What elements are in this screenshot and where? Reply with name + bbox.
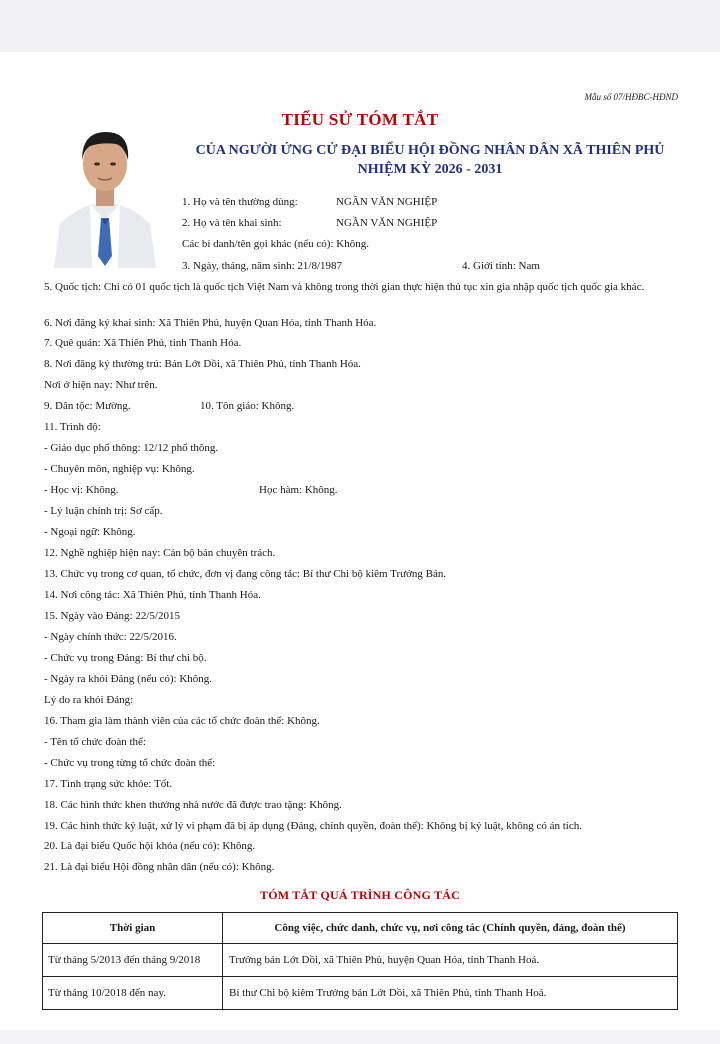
date-of-birth: 3. Ngày, tháng, năm sinh: 21/8/1987 (182, 260, 342, 272)
peoples-council-delegate: 21. Là đại biểu Hội đồng nhân dân (nếu có): Không. (44, 861, 275, 873)
bottom-bar (0, 1030, 720, 1044)
foreign-language: - Ngoại ngữ: Không. (44, 526, 136, 538)
job-cell: Bí thư Chi bộ kiêm Trưởng bản Lớt Dồi, xã Thiên Phủ, tỉnh Thanh Hoá. (223, 977, 678, 1010)
party-leave-date: - Ngày ra khỏi Đảng (nếu có): Không. (44, 673, 213, 685)
time-cell: Từ tháng 10/2018 đến nay. (43, 977, 223, 1010)
residence: 8. Nơi đăng ký thường trú: Bản Lớt Dồi, xã Thiên Phủ, tỉnh Thanh Hóa. (44, 358, 361, 370)
religion: 10. Tôn giáo: Không. (200, 400, 295, 412)
birth-name-value: NGẦN VĂN NGHIỆP (336, 217, 438, 229)
degree: - Học vị: Không. (44, 484, 119, 496)
academic-title: Học hàm: Không. (259, 484, 338, 496)
general-education: - Giáo dục phổ thông: 12/12 phổ thông. (44, 442, 219, 454)
term-subtitle: NHIỆM KỲ 2026 - 2031 (357, 162, 503, 177)
organizations: 16. Tham gia làm thành viên của các tổ chức đoàn thể: Không. (44, 715, 320, 727)
health: 17. Tình trạng sức khỏe: Tốt. (44, 778, 173, 790)
education-heading: 11. Trình độ: (44, 421, 101, 433)
birth-name-label: 2. Họ và tên khai sinh: (182, 217, 282, 229)
hometown: 7. Quê quán: Xã Thiên Phủ, tỉnh Thanh Hóa. (44, 337, 242, 349)
document-title: TIỂU SỬ TÓM TẮT (281, 110, 439, 129)
current-residence: Nơi ở hiện nay: Như trên. (44, 379, 158, 391)
organization-position: - Chức vụ trong từng tổ chức đoàn thể: (44, 757, 216, 769)
work-history-table (42, 912, 678, 1010)
portrait-photo (46, 120, 164, 268)
birth-registration: 6. Nơi đăng ký khai sinh: Xã Thiên Phủ, huyện Quan Hóa, tỉnh Thanh Hóa. (44, 317, 377, 329)
party-join-date: 15. Ngày vào Đảng: 22/5/2015 (44, 610, 180, 622)
aliases: Các bí danh/tên gọi khác (nếu có): Không. (182, 238, 369, 250)
national-assembly-delegate: 20. Là đại biểu Quốc hội khóa (nếu có): Không. (44, 840, 256, 852)
table-row (43, 944, 678, 977)
party-official-date: - Ngày chính thức: 22/5/2016. (44, 631, 177, 643)
ethnicity: 9. Dân tộc: Mường. (44, 400, 131, 412)
party-position: - Chức vụ trong Đảng: Bí thư chi bộ. (44, 652, 207, 664)
specialty: - Chuyên môn, nghiệp vụ: Không. (44, 463, 195, 475)
top-bar (0, 0, 720, 52)
job-cell: Trưởng bản Lớt Dồi, xã Thiên Phủ, huyện Quan Hóa, tỉnh Thanh Hoá. (223, 944, 678, 977)
time-cell: Từ tháng 5/2013 đến tháng 9/2018 (43, 944, 223, 977)
discipline: 19. Các hình thức kỷ luật, xử lý vi phạm đã bị áp dụng (Đảng, chính quyền, đoàn thể): Không bị kỷ luật, không có án tích. (44, 820, 582, 832)
common-name-label: 1. Họ và tên thường dùng: (182, 196, 298, 208)
column-header-job: Công việc, chức danh, chức vụ, nơi công tác (Chính quyền, đảng, đoàn thể) (223, 913, 678, 944)
table-row (43, 977, 678, 1010)
awards: 18. Các hình thức khen thưởng nhà nước đã được trao tặng: Không. (44, 799, 342, 811)
table-header-row (43, 913, 678, 944)
political-theory: - Lý luận chính trị: Sơ cấp. (44, 505, 163, 517)
occupation: 12. Nghề nghiệp hiện nay: Cán bộ bán chuyên trách. (44, 547, 276, 559)
common-name-value: NGẦN VĂN NGHIỆP (336, 196, 438, 208)
form-code: Mẫu số 07/HĐBC-HĐND (584, 92, 678, 102)
party-leave-reason: Lý do ra khỏi Đảng: (44, 694, 134, 706)
position: 13. Chức vụ trong cơ quan, tổ chức, đơn vị đang công tác: Bí thư Chi bộ kiêm Trưởng Bản. (44, 568, 447, 580)
gender: 4. Giới tính: Nam (462, 260, 540, 272)
document-subtitle: CỦA NGƯỜI ỨNG CỬ ĐẠI BIỂU HỘI ĐỒNG NHÂN DÂN XÃ THIÊN PHỦ (195, 143, 665, 158)
workplace: 14. Nơi công tác: Xã Thiên Phủ, tỉnh Thanh Hóa. (44, 589, 261, 601)
work-history-title: TÓM TẮT QUÁ TRÌNH CÔNG TÁC (259, 888, 460, 902)
organization-name: - Tên tổ chức đoàn thể: (44, 736, 146, 748)
nationality: 5. Quốc tịch: Chỉ có 01 quốc tịch là quốc tịch Việt Nam và không trong thời gian thực hiện thủ tục xin gia nhập quốc tịch quốc gia khác. (44, 281, 645, 293)
column-header-time: Thời gian (43, 913, 223, 944)
